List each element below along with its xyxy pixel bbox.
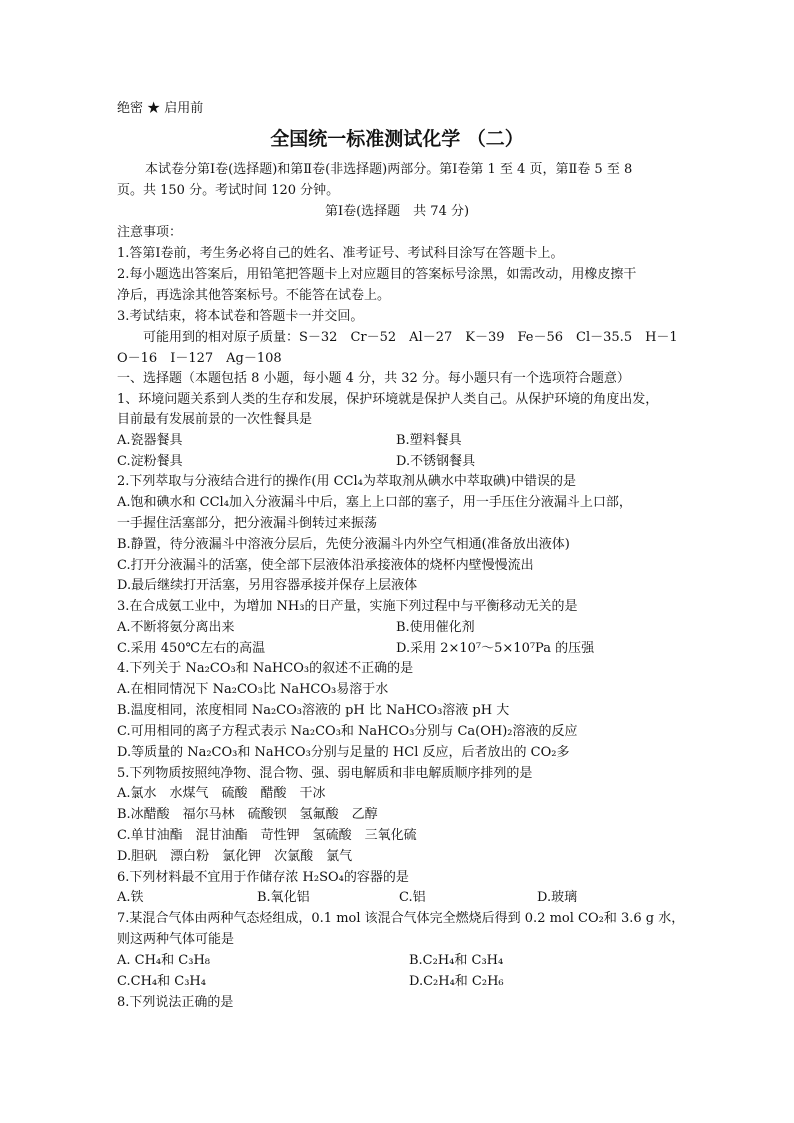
q5-option-d: D.胆矾 漂白粉 氯化钾 次氯酸 氯气 xyxy=(117,849,353,864)
q2-option-b: B.静置，待分液漏斗中溶液分层后，先使分液漏斗内外空气相通(准备放出液体) xyxy=(117,537,570,552)
q6-option-d: D.玻璃 xyxy=(537,890,578,905)
q6-option-a: A.铁 xyxy=(117,890,144,905)
confidential-label: 绝密 ★ 启用前 xyxy=(117,101,204,116)
q7-option-d: D.C₂H₄和 C₂H₆ xyxy=(409,974,504,989)
part1-heading: 一、选择题（本题包括 8 小题，每小题 4 分，共 32 分。每小题只有一个选项符合题意） xyxy=(117,371,630,386)
q1-option-c: C.淀粉餐具 xyxy=(117,454,183,469)
q4-option-a: A.在相同情况下 Na₂CO₃比 NaHCO₃易溶于水 xyxy=(117,682,389,697)
q1-option-b: B.塑料餐具 xyxy=(396,433,462,448)
q3-stem: 3.在合成氨工业中，为增加 NH₃的日产量，实施下列过程中与平衡移动无关的是 xyxy=(117,599,578,614)
q5-option-b: B.冰醋酸 福尔马林 硫酸钡 氢氟酸 乙醇 xyxy=(117,807,378,822)
q1-stem-2: 目前最有发展前景的一次性餐具是 xyxy=(117,412,313,427)
q1-stem-1: 1、环境问题关系到人类的生存和发展，保护环境就是保护人类自己。从保护环境的角度出发， xyxy=(117,392,659,407)
intro-line-1: 本试卷分第Ⅰ卷(选择题)和第Ⅱ卷(非选择题)两部分。第Ⅰ卷第 1 至 4 页，第Ⅱ卷 5 至 8 xyxy=(145,162,633,177)
q6-options-row xyxy=(117,888,677,908)
q3-options-row-1 xyxy=(117,618,677,638)
q3-options-row-2 xyxy=(117,639,677,659)
atomic-mass-line-1: 可能用到的相对原子质量：S－32 Cr－52 Al－27 K－39 Fe－56 Cl－35.5 H－1 xyxy=(117,330,678,345)
q2-option-a-2: 一手握住活塞部分，把分液漏斗倒转过来振荡 xyxy=(117,516,378,531)
notes-heading: 注意事项： xyxy=(117,225,183,240)
q4-option-c: C.可用相同的离子方程式表示 Na₂CO₃和 NaHCO₃分别与 Ca(OH)₂溶液的反应 xyxy=(117,724,578,739)
q7-stem-1: 7.某混合气体由两种气态烃组成，0.1 mol 该混合气体完全燃烧后得到 0.2 mol CO₂和 3.6 g 水， xyxy=(117,911,685,926)
q4-stem: 4.下列关于 Na₂CO₃和 NaHCO₃的叙述不正确的是 xyxy=(117,661,414,676)
q5-option-a: A.氯水 水煤气 硫酸 醋酸 干冰 xyxy=(117,786,326,801)
q1-option-a: A.瓷器餐具 xyxy=(117,433,183,448)
atomic-mass-line-2: O－16 I－127 Ag－108 xyxy=(117,351,282,366)
q1-option-d: D.不锈钢餐具 xyxy=(396,454,476,469)
q2-option-a-1: A.饱和碘水和 CCl₄加入分液漏斗中后，塞上上口部的塞子，用一手压住分液漏斗上口部， xyxy=(117,495,632,510)
q2-option-c: C.打开分液漏斗的活塞，使全部下层液体沿承接液体的烧杯内壁慢慢流出 xyxy=(117,558,534,573)
q7-option-c: C.CH₄和 C₃H₄ xyxy=(117,974,206,989)
q7-options-row-2 xyxy=(117,972,677,992)
q5-stem: 5.下列物质按照纯净物、混合物、强、弱电解质和非电解质顺序排列的是 xyxy=(117,766,533,781)
q1-options-row-2 xyxy=(117,452,677,472)
q3-option-a: A.不断将氨分离出来 xyxy=(117,620,235,635)
q4-option-b: B.温度相同，浓度相同 Na₂CO₃溶液的 pH 比 NaHCO₃溶液 pH 大 xyxy=(117,703,510,718)
q7-option-a: A. CH₄和 C₃H₈ xyxy=(117,953,210,968)
q6-option-c: C.铝 xyxy=(399,890,426,905)
intro-line-2: 页。共 150 分。考试时间 120 分钟。 xyxy=(117,183,340,198)
note-2a: 2.每小题选出答案后，用铅笔把答题卡上对应题目的答案标号涂黑，如需改动，用橡皮擦干 xyxy=(117,267,637,282)
q2-option-d: D.最后继续打开活塞，另用容器承接并保存上层液体 xyxy=(117,578,418,593)
q1-options-row-1 xyxy=(117,431,677,451)
q8-stem: 8.下列说法正确的是 xyxy=(117,995,234,1010)
q3-option-c: C.采用 450℃左右的高温 xyxy=(117,641,266,656)
q2-stem: 2.下列萃取与分液结合进行的操作(用 CCl₄为萃取剂从碘水中萃取碘)中错误的是 xyxy=(117,474,576,489)
note-2b: 净后，再选涂其他答案标号。不能答在试卷上。 xyxy=(117,288,391,303)
note-3: 3.考试结束，将本试卷和答题卡一并交回。 xyxy=(117,309,364,324)
q3-option-d: D.采用 2×10⁷～5×10⁷Pa 的压强 xyxy=(396,641,595,656)
q6-option-b: B.氧化铝 xyxy=(257,890,310,905)
q3-option-b: B.使用催化剂 xyxy=(396,620,475,635)
section-heading: 第Ⅰ卷(选择题 共 74 分) xyxy=(324,204,470,219)
q7-option-b: B.C₂H₄和 C₃H₄ xyxy=(409,953,504,968)
q5-option-c: C.单甘油酯 混甘油酯 苛性钾 氢硫酸 三氧化硫 xyxy=(117,828,417,843)
page-title: 全国统一标准测试化学 （二） xyxy=(270,128,524,150)
q7-stem-2: 则这两种气体可能是 xyxy=(117,932,235,947)
q7-options-row-1 xyxy=(117,951,677,971)
q4-option-d: D.等质量的 Na₂CO₃和 NaHCO₃分别与足量的 HCl 反应，后者放出的 CO₂多 xyxy=(117,745,570,760)
note-1: 1.答第Ⅰ卷前，考生务必将自己的姓名、准考证号、考试科目涂写在答题卡上。 xyxy=(117,246,564,261)
q6-stem: 6.下列材料最不宜用于作储存浓 H₂SO₄的容器的是 xyxy=(117,870,409,885)
